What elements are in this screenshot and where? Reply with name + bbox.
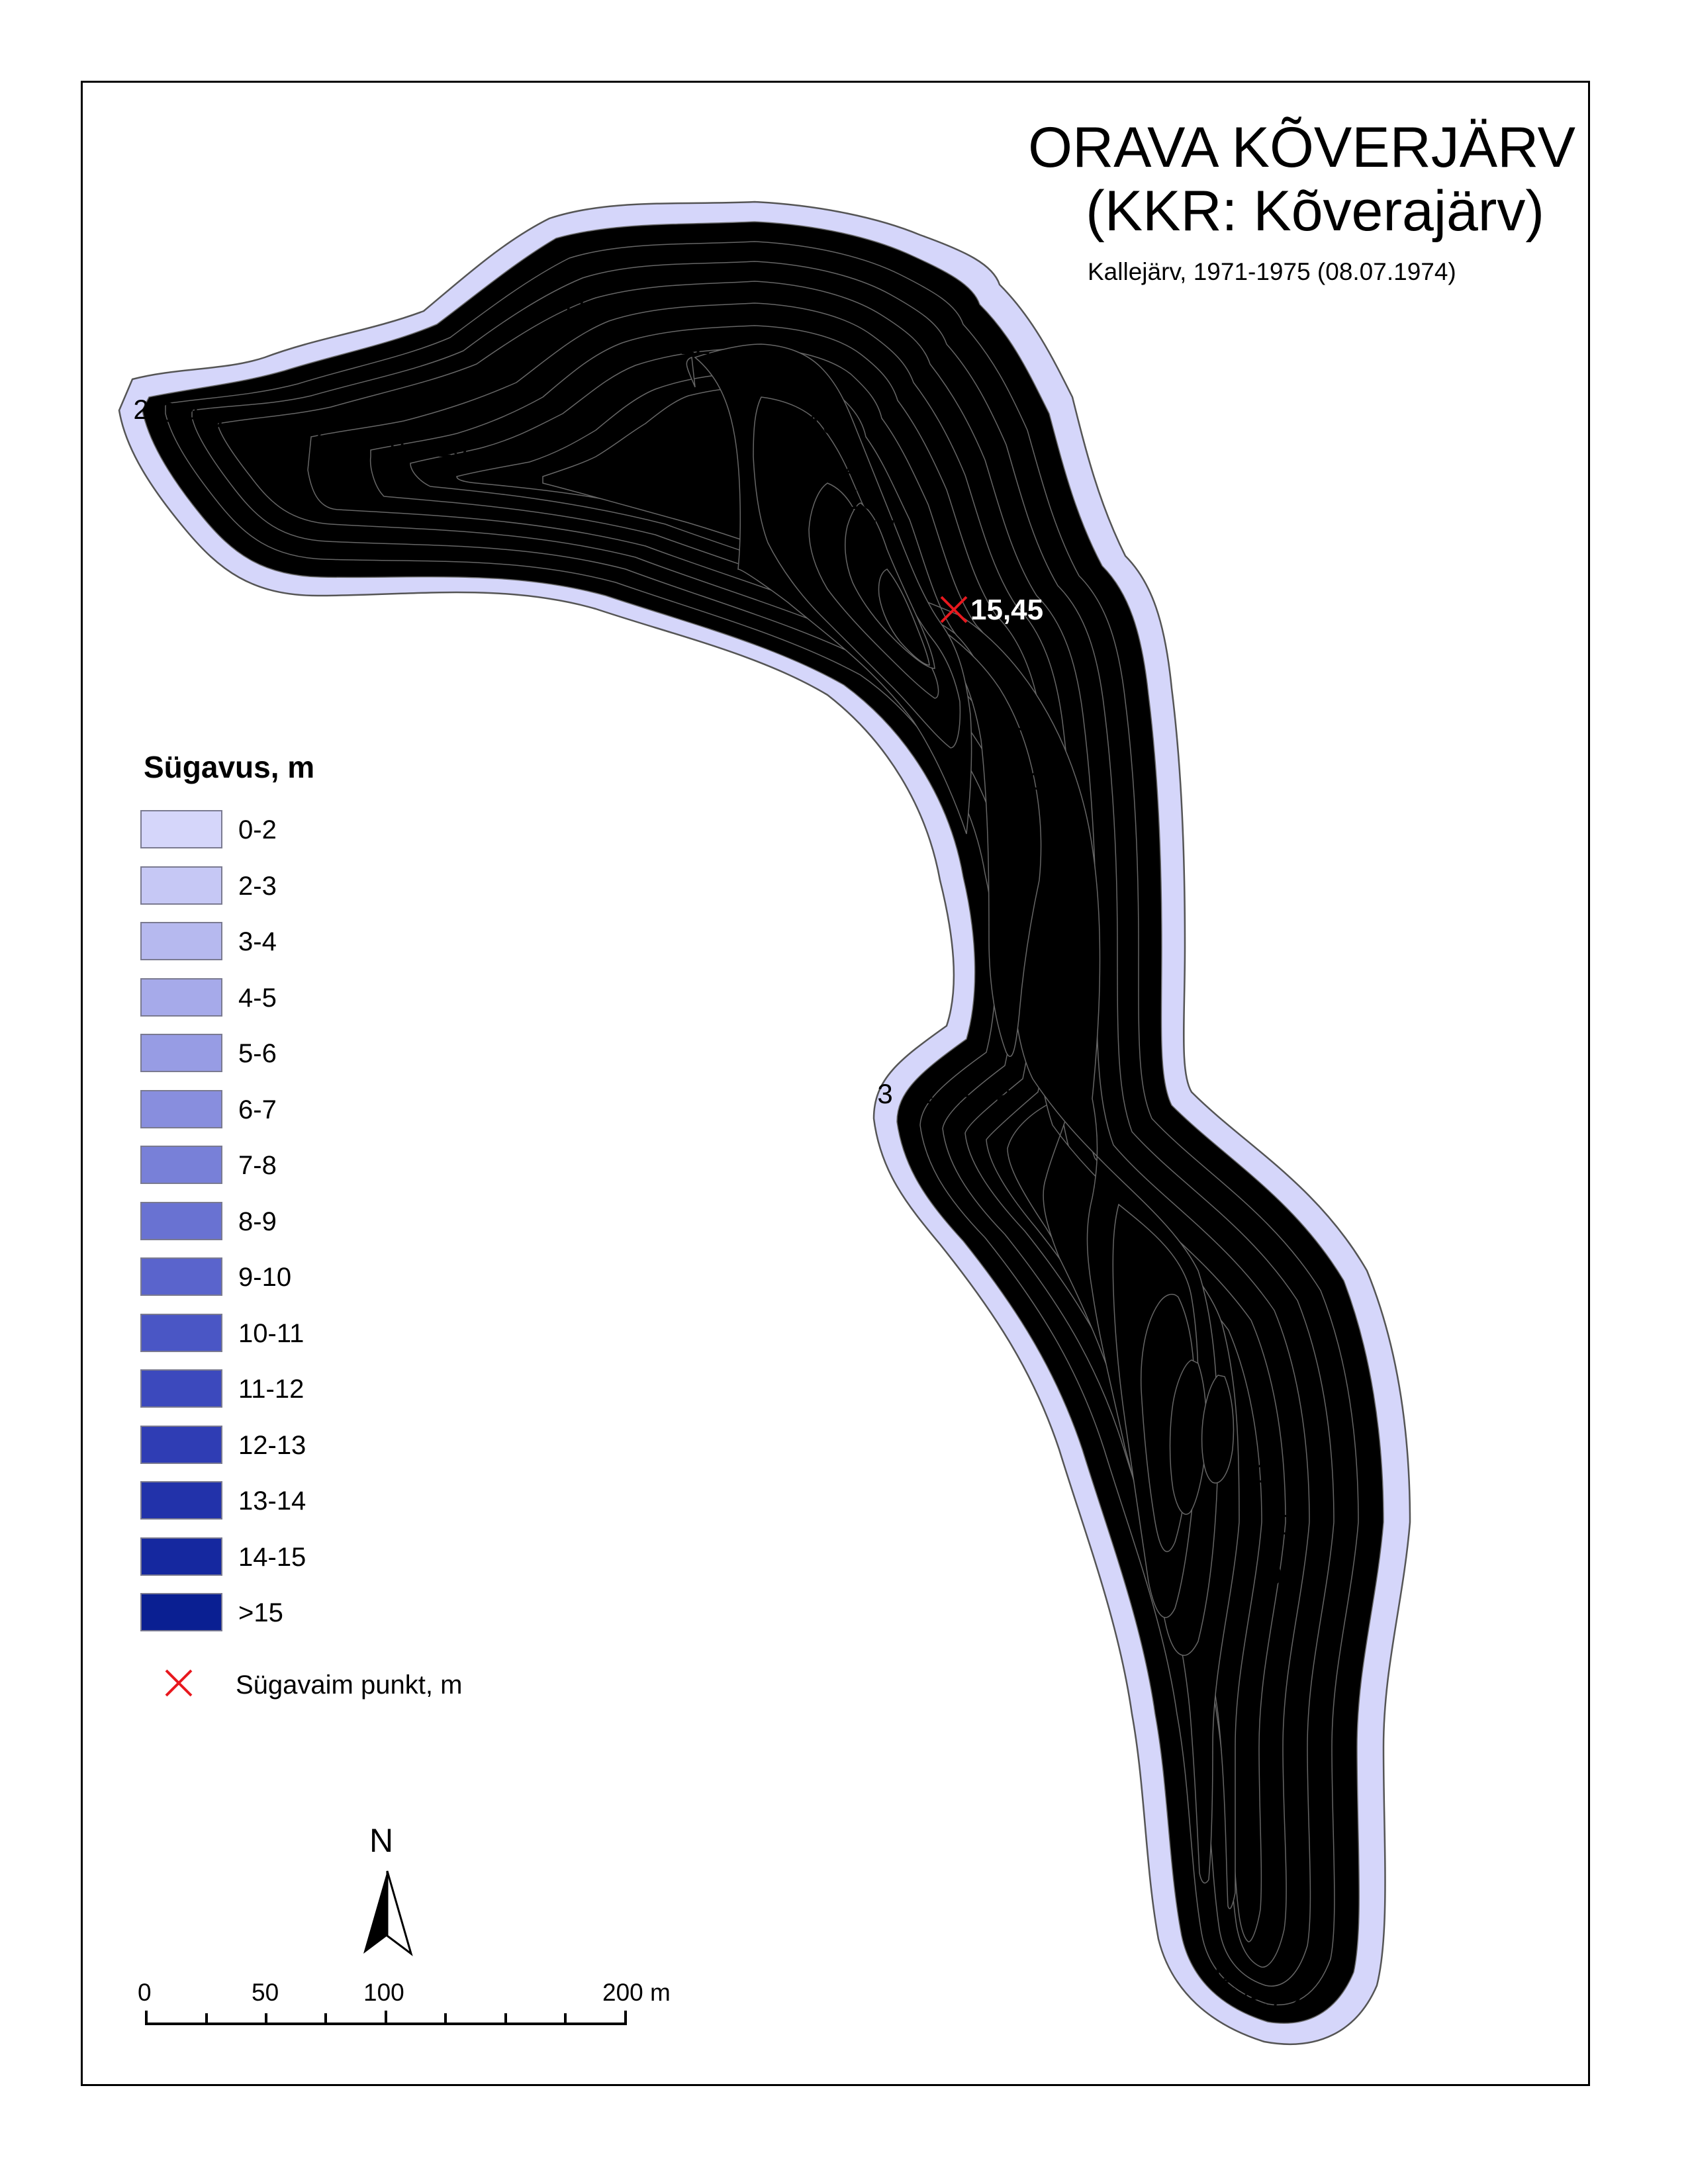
legend-swatch [140,1090,222,1128]
legend-label: 2-3 [238,871,277,901]
contour-label: 8 [1071,934,1087,965]
legend-swatch [140,810,222,848]
contour-label: 5 [1223,1974,1239,2005]
contour-label: 13 [807,408,839,439]
deepest-point-legend-label: Sügavaim punkt, m [236,1670,463,1700]
legend-swatch [140,1593,222,1631]
legend-swatch [140,1369,222,1408]
scale-label-0: 0 [138,1979,152,2006]
contour-label: 9 [1066,883,1082,914]
legend-swatch [140,1146,222,1184]
contour-label: 3 [1262,1983,1278,2015]
north-label: N [369,1822,394,1859]
contour-label: 12 [1060,1088,1092,1119]
legend-label: 0-2 [238,815,277,844]
legend-label: 5-6 [238,1039,277,1068]
legend-swatch [140,978,222,1017]
scale-bar [146,2011,626,2025]
legend-swatch [140,866,222,905]
contour-label: 4 [917,1078,933,1109]
legend-label: 7-8 [238,1151,277,1180]
legend-label: >15 [238,1598,283,1627]
scale-label-200: 200 m [602,1979,671,2006]
contour-label: 4 [1242,1979,1258,2010]
legend-title: Sügavus, m [144,750,315,784]
contour-label: 7 [1070,995,1086,1026]
legend-label: 6-7 [238,1095,277,1124]
map-title [1028,116,1575,243]
legend-label: 11-12 [238,1375,305,1404]
contour-label: 3 [160,396,176,428]
legend-swatch [140,1034,222,1072]
legend-label: 12-13 [238,1430,306,1460]
contour-label: 3 [877,1078,893,1109]
legend-label: 14-15 [238,1542,306,1572]
scale-label-50: 50 [252,1979,279,2006]
legend-swatch [140,1202,222,1240]
deepest-point-value: 15,45 [970,594,1044,626]
contour-label: 6 [996,1082,1011,1113]
contour-label: 8 [346,428,362,459]
legend-label: 10-11 [238,1318,305,1348]
legend-swatch [140,1426,222,1464]
contour-label: 12 [1029,764,1061,796]
north-arrow-icon [363,1871,411,1954]
contour-label: 11 [1049,800,1078,831]
contour-label: 11 [1254,1457,1284,1488]
contour-label: 12 [679,329,711,360]
legend-swatch [140,1481,222,1520]
map-subtitle: Kallejärv, 1971-1975 (08.07.1974) [1088,258,1456,285]
contour-label: 6 [257,443,273,475]
contour-label: 10 [1051,833,1083,864]
legend-swatch [140,1537,222,1576]
contour-label: 10 [1261,1509,1293,1540]
deepest-point-legend-icon [162,1666,195,1700]
contour-label: 2 [133,394,149,425]
contour-label: 14 [866,514,898,545]
contour-label: 4 [185,398,201,430]
contour-label: 14 [829,453,861,484]
contour-label: 11 [560,292,589,323]
contour-label: 7 [1240,1693,1256,1724]
contour-label: 5 [540,427,556,458]
contour-label: 8 [1248,1643,1264,1674]
contour-label: 7 [309,422,325,453]
legend-label: 3-4 [238,927,277,956]
title-line-2: (KKR: Kõverajärv) [1086,179,1545,243]
legend-swatch [140,922,222,960]
contour-label: 10 [436,432,468,463]
legend-label: 9-10 [238,1263,292,1292]
contour-label: 9 [1266,1559,1282,1590]
contour-label: 5 [207,402,223,433]
contour-label: 13 [998,705,1029,736]
legend-swatch [140,1314,222,1352]
legend-swatch [140,1257,222,1296]
contour-label: 9 [389,432,405,463]
contour-label: 6 [1215,1955,1231,1986]
scale-label-100: 100 [363,1979,404,2006]
contour-label: 15 [847,484,878,515]
contour-label: 5 [959,1082,974,1113]
contour-label: 2 [1286,1986,1302,2017]
legend-label: 8-9 [238,1206,277,1236]
title-line-1: ORAVA KÕVERJÄRV [1028,116,1575,179]
legend-label: 4-5 [238,983,277,1013]
legend-label: 13-14 [238,1486,306,1516]
